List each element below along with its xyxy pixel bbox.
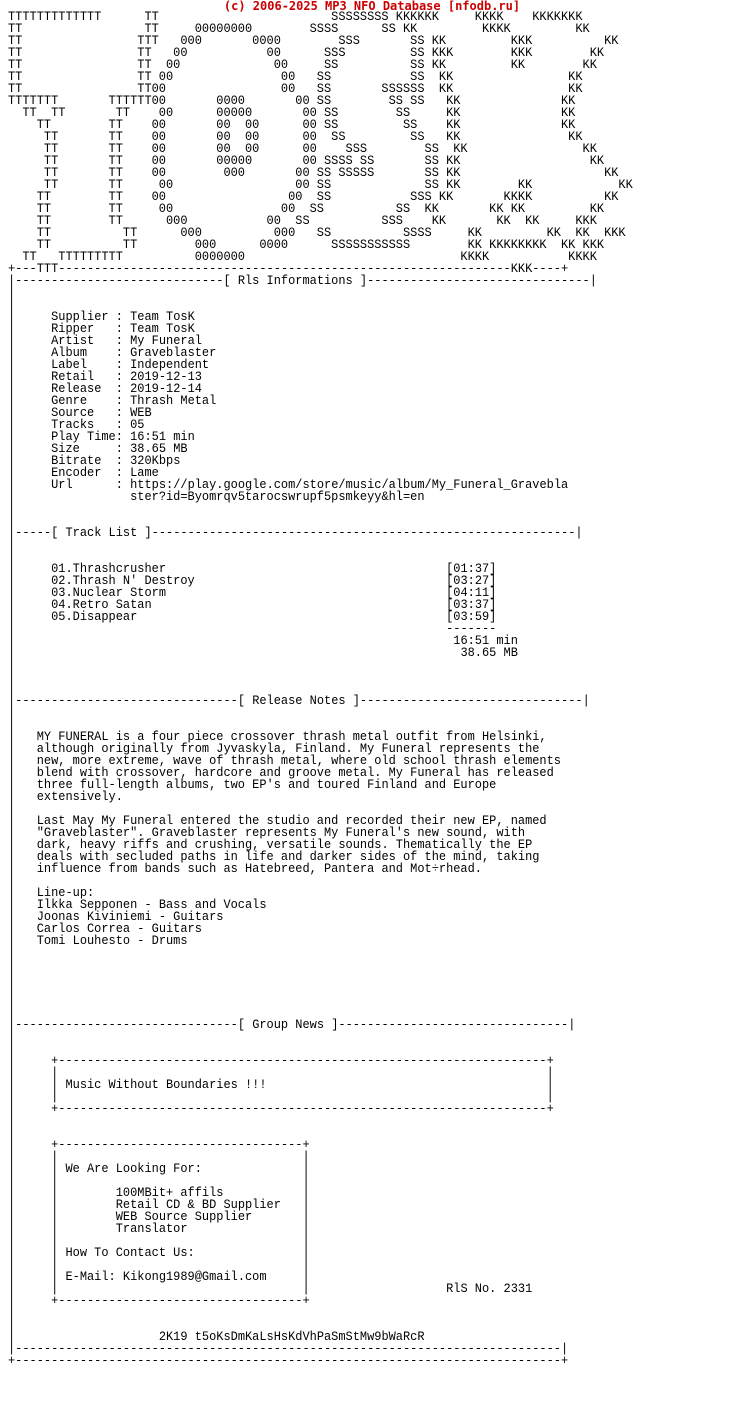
info-key: Release — [51, 381, 116, 396]
section-line: ------------------------------- — [367, 273, 590, 288]
info-url: https://play.google.com/store/music/album/My_Funeral_Graveblа — [130, 477, 569, 492]
section-line: ----------------------------------------------------------- — [151, 525, 576, 540]
info-value: 320Kbps — [130, 453, 181, 468]
track-name: 01.Thrashcrusher — [51, 561, 447, 576]
info-value: 38.65 MB — [130, 441, 188, 456]
info-value: Lame — [130, 465, 159, 480]
nfo-text: TTTTTTTTTTTTT TT SSSSSSSS KKKKKK KKKK KKKKKKK TT TT 00000000 SSSS SS KK KKKK KK TT TTT 000 0000 SSS SS KK KKK KK TT TT 00 00 SSS SS KKK KKK KK TT TT 00 00 SS SS KK KK KK TT TT 00 00 SS SS KK KK TT TT00 00 SS SSSSSS KK KK TTTTTTT TTTTTT00 0000 00 SS SS SS KK KK TT TT TT 00 00000 00 SS SS KK KK TT TT 00 00 00 00 SS SS KK KK TT TT 00 00 00 00 SS SS KK KK TT TT 00 00 00 00 SSS SS KK KK TT TT 00 00000 00 SSSS SS SS KK KK TT TT 00 000 00 SS SSSSS SS KK KK TT TT 00 00 SS SS KK KK KK TT TT 00 00 SS SSS KK KKKK KK TT TT 00 00 SS SS KK KK KK KK TT TT 000 00 SS SSS KK KK KK KKK TT TT 000 000 SS SSSS KK KK KK KKK TT TT 000 0000 SSSSSSSSSSS KK KKKKKKKK KK KKK TT TTTTTTTTT 0000000 KKKK KKKK +---TTT---------------------------------------------------------------KKK----+ |-----------------------------[ Rls Informations ]-------------------------------| | | | Supplier : Team TosK | Ripper : Team TosK | Artist : My Funeral | Album : Graveblaster | Label : Independent | Retail : 2019-12-13 | Release : 2019-12-14 | Genre : Thrash Metal | Source : WEB | Tracks : 05 | Play Time: 16:51 min | Size : 38.65 MB | Bitrate : 320Kbps | Encoder : Lame | Url : https://play.google.com/store/music/album/My_Funeral_Graveblа | ster?id=Byomrqv5tarocswrupf5psmkeyy&hl=en | | |-----[ Track List ]-----------------------------------------------------------| | | | 01.Thrashcrusher [01:37] | 02.Thrash N' Destroy [03:27] | 03.Nuclear Storm [04:11] | 04.Retro Satan [03:37] | 05.Disappear [03:59] | ------- | 16:51 min | 38.65 MB | | | |-------------------------------[ Release Notes ]-------------------------------| | | | MY FUNERAL is a four piece crossover thrash metal outfit from Helsinki, | although originally from Jyvaskyla, Finland. My Funeral represents the | new, more extreme, wave of thrash metal, where old school thrash elements | blend with crossover, hardcore and groove metal. My Funeral has released | three full-length albums, two EP's and toured Finland and Europe | extensively. | | Last May My Funeral entered the studio and recorded their new EP, named | "Graveblaster". Graveblaster represents My Funeral's new sound, with | dark, heavy riffs and crushing, versatile sounds. Thematically the EP | deals with secluded paths in life and darker sides of the mind, taking | influence from bands such as Hatebreed, Pantera and Mot÷rhead. | | Line-up: | Ilkka Sepponen - Bass and Vocals | Joonas Kiviniemi - Guitars | Carlos Correa - Guitars | Tomi Louhesto - Drums | | | | | | |-------------------------------[ Group News ]--------------------------------| | | | +--------------------------------------------------------------------+ | | | | | Music Without Boundaries !!! | | | | | +--------------------------------------------------------------------+ | | | +----------------------------------+ | | | | | We Are Looking For: | | | | | | 100MBit+ affils | | | Retail CD & BD Supplier | | | WEB Source Supplier | | | Translator | | | | | | How To Contact Us: | | | | | | E-Mail: Kikong1989@Gmail.com | | | | RlS No. 2331 | +----------------------------------+ | | | 2K19 t5oKsDmKaLsHsKdVhPaSmStMw9bWaRcR |----------------------------------------------------------------------------| +----------------------------------------------------------------------------+ — [8, 9, 633, 1368]
track-time: [03:59] — [446, 609, 497, 624]
lineup-title: Line-up: — [36, 885, 95, 900]
notes-line: new, more extreme, wave of thrash metal, where old school thrash elements — [36, 753, 561, 768]
total-size: 38.65 MB — [460, 645, 518, 660]
section-line: ------------------------------- — [15, 693, 238, 708]
section-title: Track List — [65, 525, 138, 540]
site-header[interactable]: (c) 2006-2025 MP3 NFO Database [nfodb.ru] — [223, 0, 521, 13]
looking-item: WEB Source Supplier — [115, 1209, 253, 1224]
info-key: Url — [51, 477, 116, 492]
looking-item: 100MBit+ affils — [115, 1185, 224, 1200]
info-key: Play Time — [51, 429, 116, 444]
notes-line: blend with crossover, hardcore and groove metal. My Funeral has released — [36, 765, 554, 780]
track-name: 02.Thrash N' Destroy — [51, 573, 447, 588]
notes-line: extensively. — [36, 789, 123, 804]
track-time: [04:11] — [446, 585, 497, 600]
track-name: 05.Disappear — [51, 609, 447, 624]
lineup-member: Ilkka Sepponen - Bass and Vocals — [36, 897, 267, 912]
info-value: Team TosK — [130, 321, 195, 336]
section-line: ----- — [15, 525, 52, 540]
notes-line: MY FUNERAL is a four piece crossover thrash metal outfit from Helsinki, — [36, 729, 547, 744]
section-line: ------------------------------- — [359, 693, 583, 708]
track-name: 04.Retro Satan — [51, 597, 447, 612]
info-key: Artist — [51, 333, 116, 348]
section-title: Rls Informations — [237, 273, 353, 288]
notes-line: deals with secluded paths in life and darker sides of the mind, taking — [36, 849, 540, 864]
contact-title: How To Contact Us: — [65, 1245, 195, 1260]
info-value: My Funeral — [130, 333, 202, 348]
info-url-cont: ster?id=Byomrqv5tarocswrupf5psmkeyy&hl=en — [130, 489, 425, 504]
frame-top: +---TTT---------------------------------------------------------------KKK----+ — [8, 261, 569, 276]
notes-line: dark, heavy riffs and crushing, versatile sounds. Thematically the EP — [36, 837, 533, 852]
frame-bottom: +----------------------------------------------------------------------------+ — [8, 1353, 569, 1368]
section-line: -------------------------------- — [338, 1017, 569, 1032]
group-motto: Music Without Boundaries !!! — [65, 1077, 267, 1092]
info-value: 2019-12-14 — [130, 381, 202, 396]
looking-title: We Are Looking For: — [65, 1161, 202, 1176]
section-line: ----------------------------- — [15, 273, 224, 288]
totals-divider: ------- — [446, 621, 497, 636]
track-name: 03.Nuclear Storm — [51, 585, 447, 600]
notes-line: three full-length albums, two EP's and toured Finland and Europe — [36, 777, 497, 792]
info-value: Thrash Metal — [130, 393, 217, 408]
info-key: Encoder — [51, 465, 116, 480]
track-time: [01:37] — [446, 561, 497, 576]
info-key: Album — [51, 345, 116, 360]
info-key: Label — [51, 357, 116, 372]
info-value: Team TosK — [130, 309, 195, 324]
track-time: [03:37] — [446, 597, 497, 612]
section-title: Release Notes — [252, 693, 346, 708]
info-value: 16:51 min — [130, 429, 195, 444]
info-value: Graveblaster — [130, 345, 217, 360]
looking-item: Translator — [115, 1221, 188, 1236]
group-signature: 2K19 t5oKsDmKaLsHsKdVhPaSmStMw9bWaRcR — [158, 1329, 425, 1344]
rls-number: RlS No. 2331 — [446, 1281, 533, 1296]
contact-email: E-Mail: Kikong1989@Gmail.com — [65, 1269, 267, 1284]
info-key: Genre — [51, 393, 116, 408]
section-line: ------------------------------- — [15, 1017, 238, 1032]
track-time: [03:27] — [446, 573, 497, 588]
info-value: Independent — [130, 357, 210, 372]
info-value: 2019-12-13 — [130, 369, 202, 384]
total-time: 16:51 min — [453, 633, 518, 648]
info-value: 05 — [130, 417, 145, 432]
lineup-member: Carlos Correa - Guitars — [36, 921, 202, 936]
tosk-logo: TTTTTTTTTTTTT TT SSSSSSSS KKKKKK KKKK KKKKKKK TT TT 00000000 SSSS SS KK KKKK KK TT TTT 000 0000 SSS SS KK KKK KK TT TT 00 00 SSS SS KKK KKK KK TT TT 00 00 SS SS KK KK KK TT TT 00 00 SS SS KK KK TT TT00 00 SS SSSSSS KK KK TTTTTTT TTTTTT00 0000 00 SS SS SS KK KK TT TT TT 00 00000 00 SS SS KK KK TT TT 00 00 00 00 SS SS KK KK TT TT 00 00 00 00 SS SS KK KK TT TT 00 00 00 00 SSS SS KK KK TT TT 00 00000 00 SSSS SS SS KK KK TT TT 00 000 00 SS SSSSS SS KK KK TT TT 00 00 SS SS KK KK KK TT TT 00 00 SS SSS KK KKKK KK TT TT 00 00 SS SS KK KK KK KK TT TT 000 00 SS SSS KK KK KK KKK TT TT 000 000 SS SSSS KK KK KK KKK TT TT 000 0000 SSSSSSSSSSS KK KKKKKKKK KK KKK TT TTTTTTTTT 0000000 KKKK KKKK — [8, 9, 633, 264]
info-key: Size — [51, 441, 116, 456]
info-key: Source — [51, 405, 116, 420]
notes-line: influence from bands such as Hatebreed, Pantera and Mot÷rhead. — [36, 861, 482, 876]
info-value: WEB — [130, 405, 152, 420]
info-key: Tracks — [51, 417, 116, 432]
info-key: Supplier — [51, 309, 116, 324]
lineup-member: Tomi Louhesto - Drums — [36, 933, 188, 948]
info-key: Ripper — [51, 321, 116, 336]
notes-line: although originally from Jyvaskyla, Finland. My Funeral represents the — [36, 741, 540, 756]
lineup-member: Joonas Kiviniemi - Guitars — [36, 909, 224, 924]
info-key: Retail — [51, 369, 116, 384]
notes-line: "Graveblaster". Graveblaster represents My Funeral's new sound, with — [36, 825, 526, 840]
notes-line: Last May My Funeral entered the studio and recorded their new EP, named — [36, 813, 547, 828]
section-title: Group News — [252, 1017, 325, 1032]
looking-item: Retail CD & BD Supplier — [115, 1197, 281, 1212]
info-key: Bitrate — [51, 453, 116, 468]
